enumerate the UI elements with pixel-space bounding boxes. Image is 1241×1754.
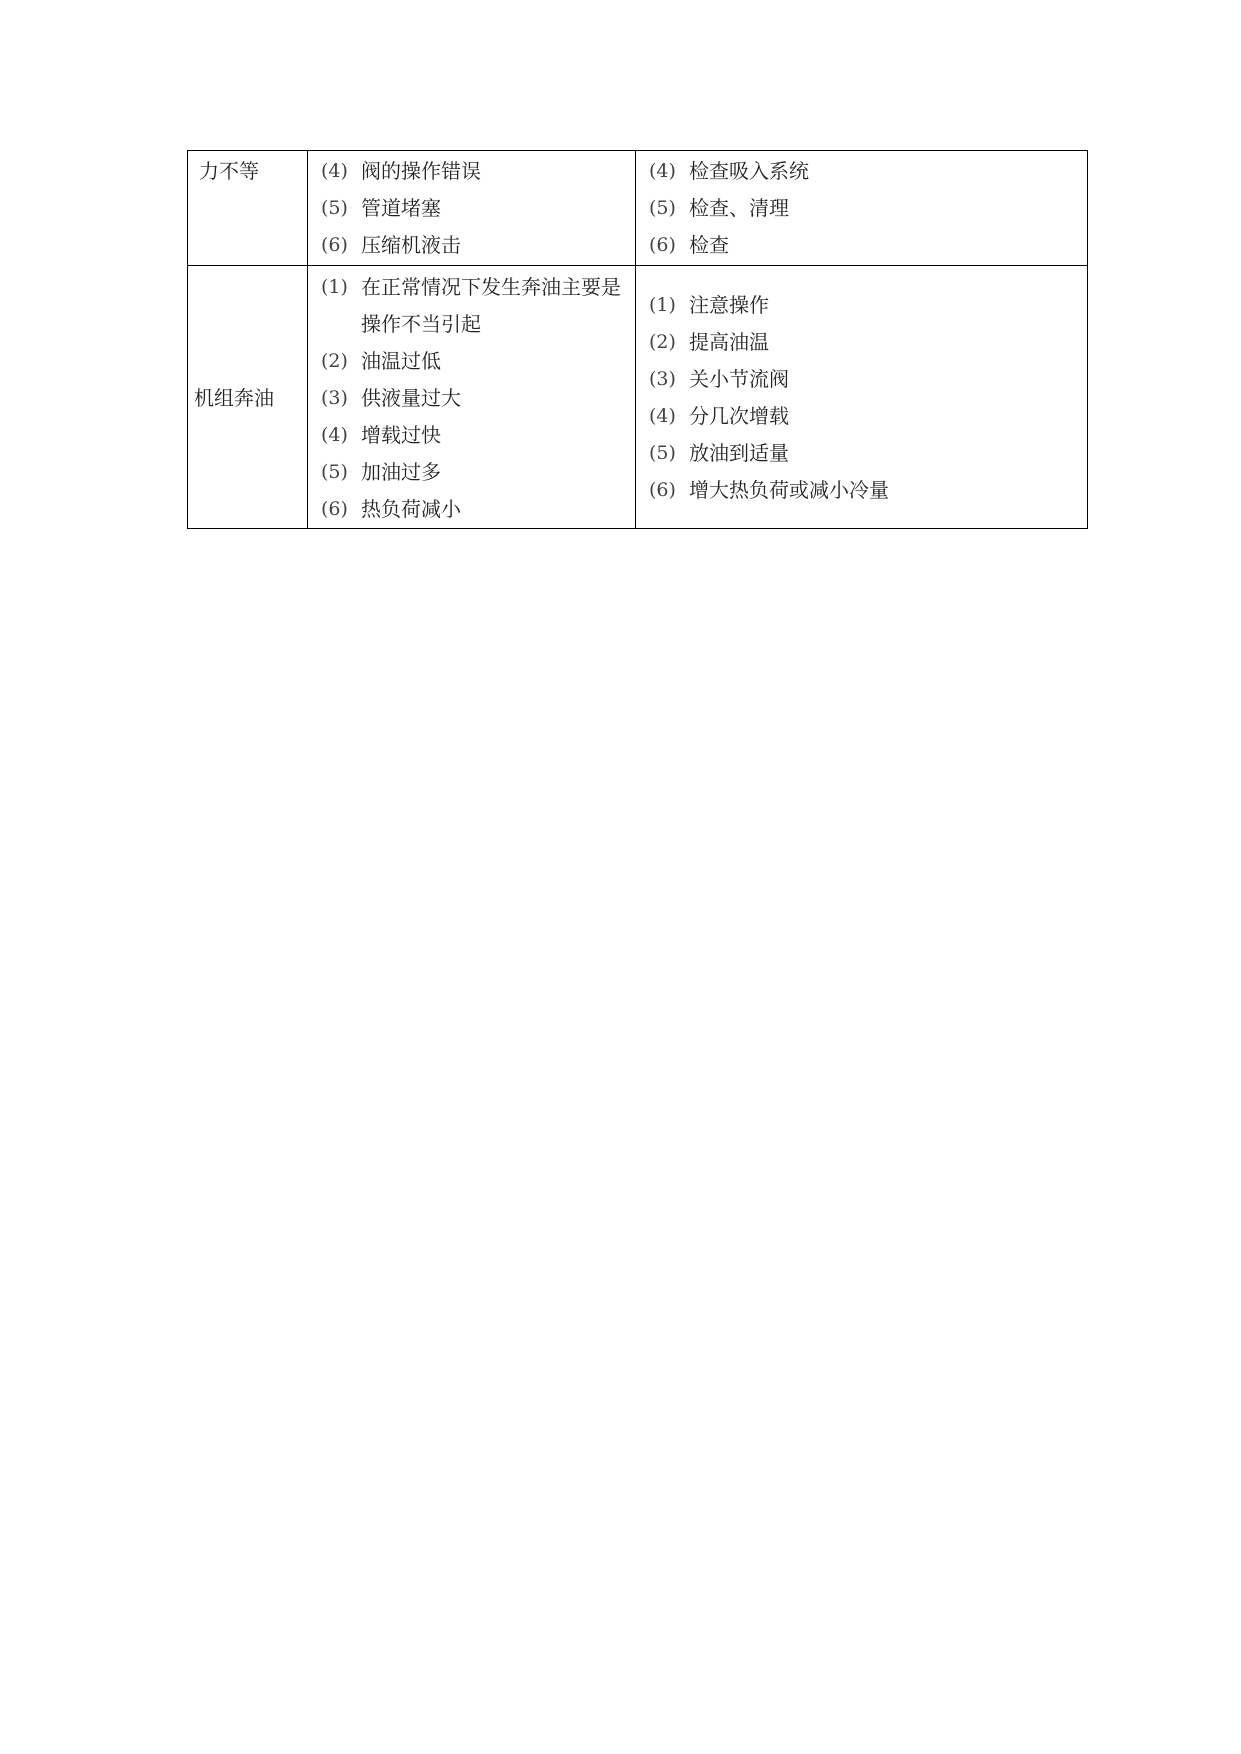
cause-item bbox=[321, 227, 635, 264]
item-text: 压缩机液击 bbox=[361, 233, 461, 257]
item-number: (4) bbox=[321, 423, 348, 446]
item-number: (6) bbox=[321, 234, 348, 256]
item-text: 分几次增载 bbox=[689, 404, 789, 428]
item-number: (4) bbox=[649, 160, 676, 182]
item-text: 检查 bbox=[689, 233, 729, 257]
item-text: 检查吸入系统 bbox=[689, 159, 809, 183]
table-row bbox=[188, 266, 1088, 529]
remedy-item bbox=[649, 472, 1087, 509]
item-number: (5) bbox=[321, 460, 348, 483]
item-number: (3) bbox=[649, 368, 676, 390]
item-number: (6) bbox=[649, 234, 676, 256]
item-number: (3) bbox=[321, 386, 348, 409]
remedy-item bbox=[649, 287, 1087, 324]
remedy-item bbox=[649, 227, 1087, 264]
remedy-item bbox=[649, 190, 1087, 227]
cause-item bbox=[321, 454, 635, 491]
cause-item bbox=[321, 269, 635, 343]
item-number: (5) bbox=[649, 197, 676, 219]
item-text: 检查、清理 bbox=[689, 196, 789, 220]
item-number: (2) bbox=[649, 331, 676, 353]
fault-name-cell bbox=[188, 266, 308, 529]
item-number: (6) bbox=[649, 479, 676, 501]
item-text: 热负荷减小 bbox=[361, 496, 461, 521]
item-text: 增大热负荷或减小冷量 bbox=[689, 478, 889, 502]
item-number: (5) bbox=[321, 197, 348, 219]
item-text: 供液量过大 bbox=[361, 385, 461, 410]
fault-table bbox=[187, 150, 1088, 529]
fault-name: 力不等 bbox=[199, 159, 259, 183]
cause-item bbox=[321, 190, 635, 227]
item-text: 管道堵塞 bbox=[361, 196, 441, 220]
item-text: 放油到适量 bbox=[689, 441, 789, 465]
remedy-item bbox=[649, 361, 1087, 398]
item-text: 关小节流阀 bbox=[689, 367, 789, 391]
cause-item bbox=[321, 153, 635, 190]
causes-cell bbox=[308, 151, 636, 266]
item-text: 阀的操作错误 bbox=[361, 159, 481, 183]
remedy-item bbox=[649, 153, 1087, 190]
item-number: (1) bbox=[649, 294, 676, 316]
cause-item bbox=[321, 417, 635, 454]
item-number: (1) bbox=[321, 275, 348, 298]
item-number: (4) bbox=[321, 160, 348, 182]
cause-item bbox=[321, 380, 635, 417]
causes-cell bbox=[308, 266, 636, 529]
item-text: 提高油温 bbox=[689, 330, 769, 354]
item-text: 油温过低 bbox=[361, 348, 441, 373]
item-number: (5) bbox=[649, 442, 676, 464]
item-number: (6) bbox=[321, 497, 348, 520]
item-number: (2) bbox=[321, 349, 348, 372]
fault-name-cell bbox=[188, 151, 308, 266]
item-text: 加油过多 bbox=[361, 459, 441, 484]
item-number: (4) bbox=[649, 405, 676, 427]
cause-item bbox=[321, 343, 635, 380]
table-row bbox=[188, 151, 1088, 266]
remedies-cell bbox=[636, 266, 1088, 529]
remedy-item bbox=[649, 435, 1087, 472]
remedies-cell bbox=[636, 151, 1088, 266]
item-text: 增载过快 bbox=[361, 422, 441, 447]
item-text: 在正常情况下发生奔油主要是操作不当引起 bbox=[361, 274, 621, 336]
fault-name: 机组奔油 bbox=[194, 385, 274, 410]
cause-item bbox=[321, 491, 635, 528]
remedy-item bbox=[649, 324, 1087, 361]
item-text: 注意操作 bbox=[689, 293, 769, 317]
remedy-item bbox=[649, 398, 1087, 435]
